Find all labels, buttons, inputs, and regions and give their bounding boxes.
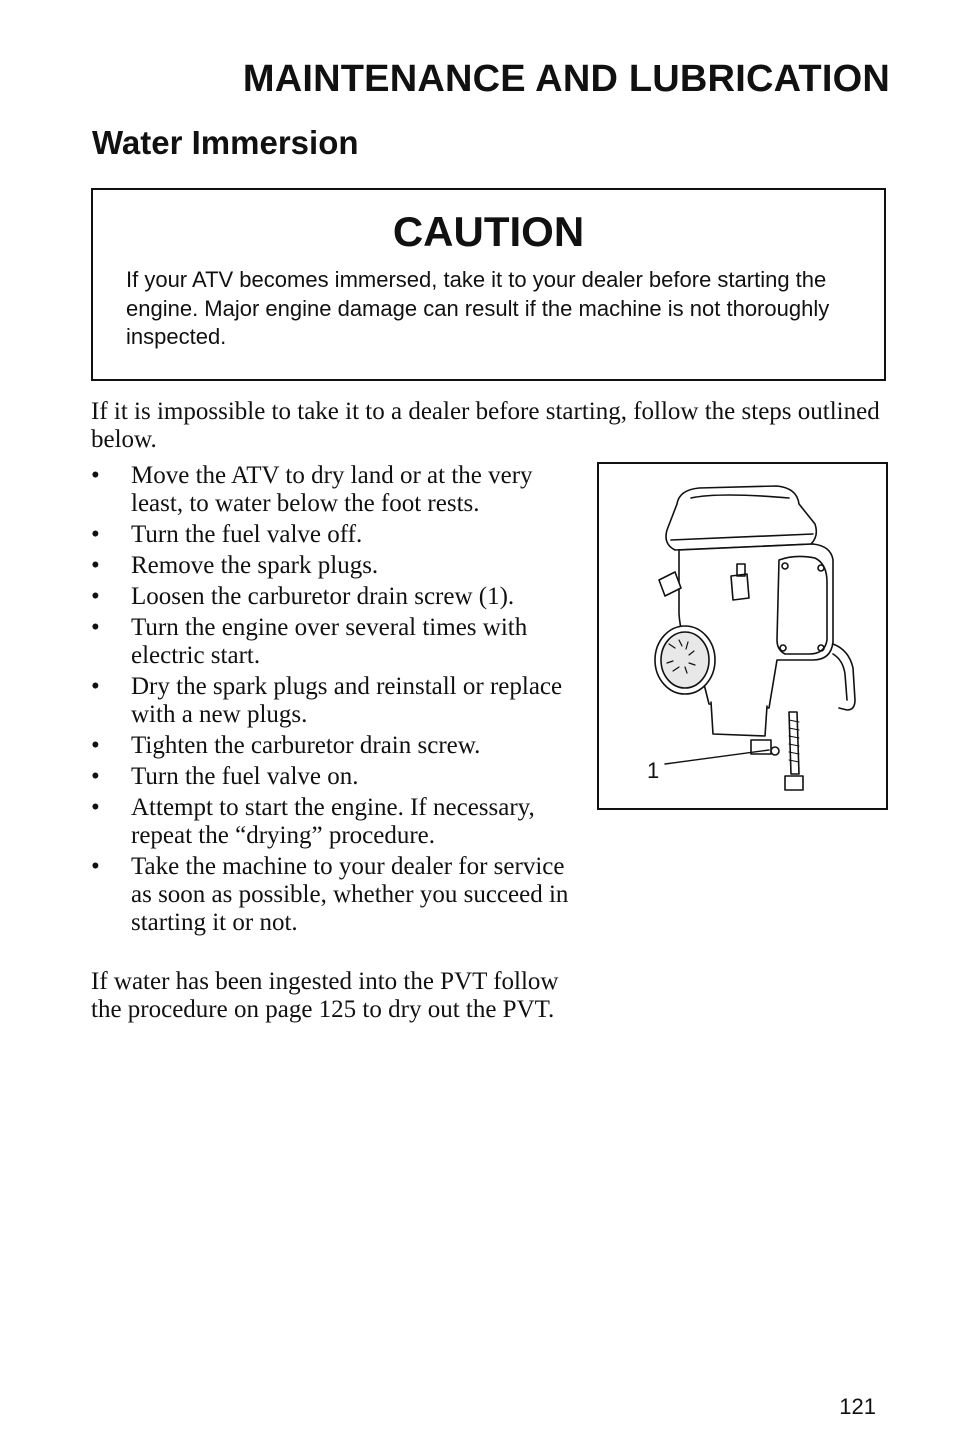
step-text: Attempt to start the engine. If necessary, repeat the “drying” procedure. bbox=[131, 794, 535, 849]
bullet: • bbox=[91, 794, 100, 821]
bullet: • bbox=[91, 614, 100, 641]
list-item bbox=[91, 614, 571, 670]
step-text: Tighten the carburetor drain screw. bbox=[131, 732, 481, 759]
list-item bbox=[91, 673, 571, 729]
page-number: 121 bbox=[839, 1394, 876, 1419]
callout-label: 1 bbox=[647, 758, 660, 783]
caution-heading: CAUTION bbox=[392, 208, 585, 255]
bullet: • bbox=[91, 552, 100, 579]
bullet: • bbox=[91, 462, 100, 489]
carburetor-illustration-icon bbox=[599, 464, 886, 808]
list-item bbox=[91, 462, 571, 518]
step-text: Move the ATV to dry land or at the very least, to water below the foot rests. bbox=[131, 462, 533, 517]
step-text: Turn the fuel valve off. bbox=[131, 521, 363, 548]
intro-paragraph: If it is impossible to take it to a dealer before starting, follow the steps outlined below. bbox=[91, 398, 880, 453]
list-item bbox=[91, 853, 571, 937]
step-text: Loosen the carburetor drain screw (1). bbox=[131, 583, 515, 610]
bullet: • bbox=[91, 732, 100, 759]
step-text: Take the machine to your dealer for service as soon as possible, whether you succeed in starting it or not. bbox=[131, 853, 569, 936]
bullet: • bbox=[91, 521, 100, 548]
list-item bbox=[91, 521, 571, 549]
step-text: Remove the spark plugs. bbox=[131, 552, 379, 579]
bullet: • bbox=[91, 853, 100, 880]
step-text: Dry the spark plugs and reinstall or replace with a new plugs. bbox=[131, 673, 563, 728]
caution-text: If your ATV becomes immersed, take it to your dealer before starting the engine. Major engine damage can result if the machine is not thoroughly inspected. bbox=[126, 267, 830, 349]
outro-paragraph: If water has been ingested into the PVT follow the procedure on page 125 to dry out the PVT. bbox=[91, 968, 559, 1023]
list-item bbox=[91, 583, 571, 611]
list-item bbox=[91, 732, 571, 760]
list-item bbox=[91, 763, 571, 791]
subsection-title: Water Immersion bbox=[92, 124, 359, 161]
bullet: • bbox=[91, 673, 100, 700]
steps-list bbox=[91, 462, 571, 940]
figure-box bbox=[597, 462, 888, 810]
bullet: • bbox=[91, 583, 100, 610]
step-text: Turn the engine over several times with electric start. bbox=[131, 614, 528, 669]
list-item bbox=[91, 552, 571, 580]
step-text: Turn the fuel valve on. bbox=[131, 763, 359, 790]
caution-box bbox=[91, 188, 886, 381]
section-title: MAINTENANCE AND LUBRICATION bbox=[242, 58, 890, 100]
bullet: • bbox=[91, 763, 100, 790]
list-item bbox=[91, 794, 571, 850]
